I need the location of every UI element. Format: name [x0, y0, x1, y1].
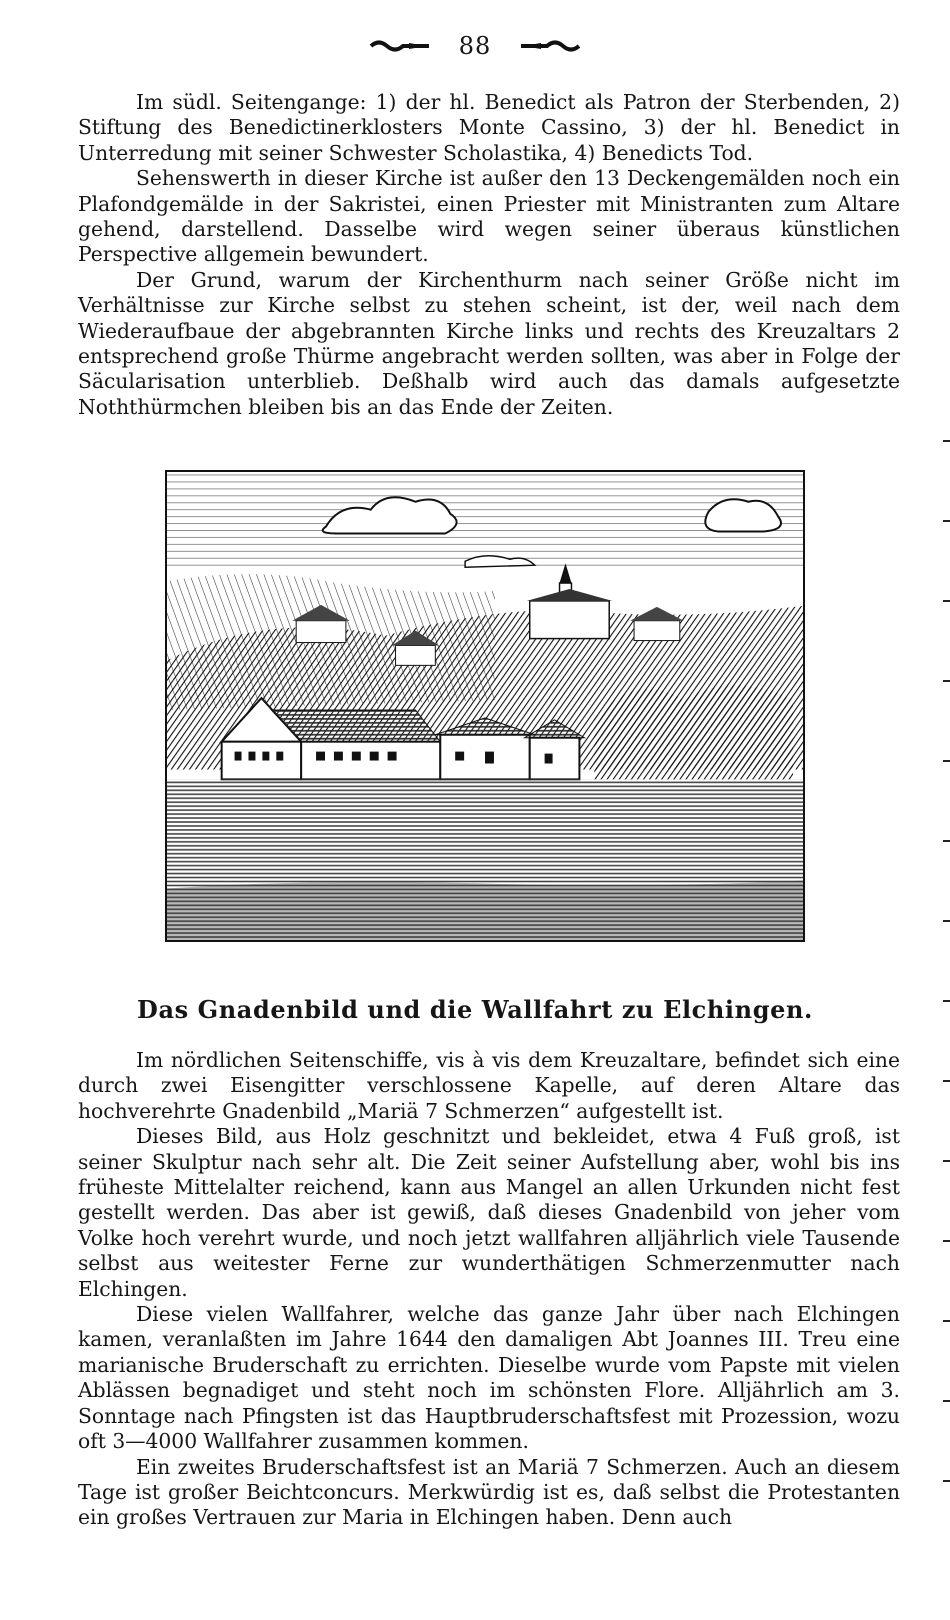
paragraph: Dieses Bild, aus Holz geschnitzt und bekleidet, etwa 4 Fuß groß, ist seiner Skulptur nach sehr alt. Die Zeit seiner Aufstellung aber, wohl bis ins früheste Mittelalter reichend, kann aus Mangel an allen Urkunden nicht fest gestellt werden. Das aber ist gewiß, daß dieses Gnadenbild von jeher vom Volke hoch verehrt wurde, und noch jetzt wallfahren alljährlich viele Tausende selbst aus weitester Ferne zur wunderthätigen Schmerzenmutter nach Elchingen.: [78, 1124, 900, 1301]
section-title: Das Gnadenbild und die Wallfahrt zu Elchingen.: [137, 995, 813, 1024]
paragraph: Im nördlichen Seitenschiffe, vis à vis dem Kreuzaltare, befindet sich eine durch zwei Eisengitter verschlossene Kapelle, auf deren Altare das hochverehrte Gnadenbild „Mariä 7 Schmerzen“ aufgestellt ist.: [78, 1048, 900, 1123]
village-engraving-illustration: [165, 470, 805, 942]
bottom-text-block: [78, 1048, 900, 1531]
paragraph: Sehenswerth in dieser Kirche ist außer den 13 Deckengemälden noch ein Plafondgemälde in der Sakristei, einen Priester mit Ministranten zum Altare gehend, darstellend. Dasselbe wird wegen seiner überaus künstlichen Perspective allgemein bewundert.: [78, 166, 900, 267]
paragraph: Im südl. Seitengange: 1) der hl. Benedict als Patron der Sterbenden, 2) Stiftung des Benedictinerklosters Monte Cassino, 3) der hl. Benedict in Unterredung mit seiner Schwester Scholastika, 4) Benedicts Tod.: [78, 90, 900, 165]
paragraph: Ein zweites Bruderschaftsfest ist an Mariä 7 Schmerzen. Auch an diesem Tage ist großer Beichtconcurs. Merkwürdig ist es, daß selbst die Protestanten ein großes Vertrauen zur Maria in Elchingen haben. Denn auch: [78, 1454, 900, 1530]
ornament-right-icon: [519, 39, 581, 53]
page-header: [0, 32, 950, 60]
scan-edge-marks: [938, 0, 950, 1620]
paragraph: Der Grund, warum der Kirchenthurm nach seiner Größe nicht im Verhältnisse zur Kirche selbst zu stehen scheint, ist der, weil nach dem Wiederaufbaue der abgebrannten Kirche links und rechts des Kreuzaltars 2 entsprechend große Thürme angebracht werden sollten, was aber in Folge der Säcularisation unterblieb. Deßhalb wird auch das damals aufgesetzte Noththürmchen bleiben bis an das Ende der Zeiten.: [78, 267, 900, 419]
ornament-left-icon: [369, 39, 431, 53]
top-text-block: [78, 90, 900, 420]
paragraph: Diese vielen Wallfahrer, welche das ganze Jahr über nach Elchingen kamen, veranlaßten im Jahre 1644 den damaligen Abt Joannes III. Treu eine marianische Bruderschaft zu errichten. Dieselbe wurde vom Papste mit vielen Ablässen begnadiget und steht noch im schönsten Flore. Alljährlich am 3. Sonntage nach Pfingsten ist das Hauptbruderschaftsfest mit Prozession, wozu oft 3—4000 Wallfahrer zusammen kommen.: [78, 1302, 900, 1454]
page-number: 88: [458, 32, 492, 60]
